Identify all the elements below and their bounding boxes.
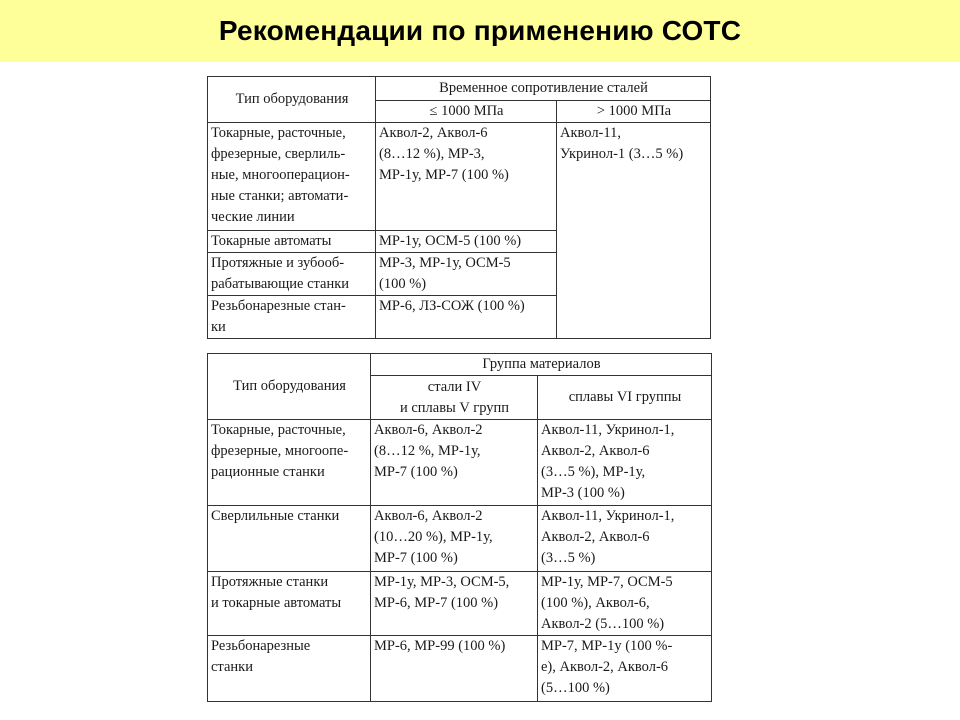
subheader-low-strength: ≤ 1000 МПа (376, 101, 557, 123)
cell-line: ки (211, 319, 226, 335)
table-row (208, 506, 712, 572)
cell-line: Аквол-2, Аквол-6 (541, 529, 650, 545)
cell-line: (5…100 %) (541, 680, 610, 696)
cell-line: МР-7 (100 %) (374, 464, 458, 480)
cell-line: Токарные, расточные, (211, 125, 346, 141)
coolant-cell (371, 506, 538, 572)
cell-line: Резьбонарезные стан- (211, 298, 346, 314)
cell-line: Аквол-2, Аквол-6 (379, 125, 488, 141)
coolant-cell (376, 231, 557, 253)
cell-line: (100 %), Аквол-6, (541, 595, 650, 611)
equipment-cell (208, 420, 371, 506)
cell-line: сплавы VI группы (568, 389, 682, 405)
subheader-high-strength: > 1000 МПа (557, 101, 711, 123)
coolant-cell (376, 296, 557, 339)
cell-line: Аквол-6, Аквол-2 (374, 422, 483, 438)
cell-line: МР-3 (100 %) (541, 485, 625, 501)
cell-line: Аквол-2, Аквол-6 (541, 443, 650, 459)
cell-line: е), Аквол-2, Аквол-6 (541, 659, 669, 675)
coolant-cell (538, 420, 712, 506)
coolant-cell (538, 636, 712, 702)
table-row (208, 636, 712, 702)
cell-line: МР-7 (100 %) (374, 550, 458, 566)
header-steel-strength: Временное сопротивление сталей (376, 77, 711, 101)
cell-line: Токарные автоматы (211, 233, 332, 249)
cell-line: рабатывающие станки (211, 276, 350, 292)
cell-line: Токарные, расточные, (211, 422, 346, 438)
cell-line: стали IV (427, 378, 482, 395)
equipment-cell (208, 572, 371, 636)
cell-line: Протяжные станки (211, 574, 329, 590)
table-row (208, 572, 712, 636)
coolant-cell (371, 636, 538, 702)
header-equipment-type: Тип оборудования (208, 354, 371, 420)
cell-line: (8…12 %), МР-3, (379, 146, 485, 162)
cell-line: фрезерные, сверлиль- (211, 146, 346, 162)
subheader-alloys-vi (538, 376, 712, 420)
cell-line: Сверлильные станки (211, 508, 340, 524)
header-material-group: Группа материалов (371, 354, 712, 376)
cell-line: МР-6, МР-7 (100 %) (374, 595, 499, 611)
cell-line: рационные станки (211, 464, 325, 480)
coolant-table-by-steel-strength (207, 76, 711, 339)
cell-line: МР-1у, МР-7, ОСМ-5 (541, 574, 673, 590)
equipment-cell (208, 296, 376, 339)
table-row (208, 123, 711, 231)
coolant-cell (538, 506, 712, 572)
coolant-table-by-material-group (207, 353, 712, 702)
cell-line: (8…12 %, МР-1у, (374, 443, 481, 459)
coolant-cell (538, 572, 712, 636)
cell-line: МР-6, МР-99 (100 %) (374, 638, 506, 654)
cell-line: Укринол-1 (3…5 %) (560, 146, 684, 162)
cell-line: МР-7, МР-1у (100 %- (541, 638, 673, 654)
cell-line: фрезерные, многоопе- (211, 443, 349, 459)
cell-line: ческие линии (211, 209, 295, 225)
cell-line: МР-6, ЛЗ-СОЖ (100 %) (379, 298, 525, 314)
equipment-cell (208, 253, 376, 296)
cell-line: МР-3, МР-1у, ОСМ-5 (379, 255, 511, 271)
cell-line: ные, многооперацион- (211, 167, 350, 183)
cell-line: и сплавы V групп (399, 399, 510, 416)
cell-line: Аквол-11, Укринол-1, (541, 422, 675, 438)
table-header-row (208, 354, 712, 376)
table-header-row (208, 77, 711, 101)
coolant-cell (376, 253, 557, 296)
cell-line: ные станки; автомати- (211, 188, 349, 204)
cell-line: МР-1у, МР-7 (100 %) (379, 167, 509, 183)
coolant-cell (371, 572, 538, 636)
cell-line: (3…5 %), МР-1у, (541, 464, 646, 480)
equipment-cell (208, 636, 371, 702)
table-row (208, 420, 712, 506)
cell-line: станки (211, 659, 253, 675)
coolant-cell-high-strength (557, 123, 711, 339)
equipment-cell (208, 231, 376, 253)
cell-line: Аквол-11, (560, 125, 621, 141)
coolant-cell (376, 123, 557, 231)
equipment-cell (208, 123, 376, 231)
equipment-cell (208, 506, 371, 572)
cell-line: и токарные автоматы (211, 595, 342, 611)
subheader-steels-iv-alloys-v (371, 376, 538, 420)
cell-line: МР-1у, МР-3, ОСМ-5, (374, 574, 510, 590)
cell-line: Аквол-11, Укринол-1, (541, 508, 675, 524)
cell-line: Протяжные и зубооб- (211, 255, 345, 271)
page-title: Рекомендации по применению СОТС (218, 15, 742, 46)
coolant-cell (371, 420, 538, 506)
cell-line: МР-1у, ОСМ-5 (100 %) (379, 233, 522, 249)
cell-line: (10…20 %), МР-1у, (374, 529, 493, 545)
title-banner (0, 0, 960, 62)
cell-line: Аквол-6, Аквол-2 (374, 508, 483, 524)
cell-line: Резьбонарезные (211, 638, 311, 654)
header-equipment-type: Тип оборудования (208, 77, 376, 123)
cell-line: (100 %) (379, 276, 427, 292)
cell-line: (3…5 %) (541, 550, 596, 566)
cell-line: Аквол-2 (5…100 %) (541, 616, 665, 632)
